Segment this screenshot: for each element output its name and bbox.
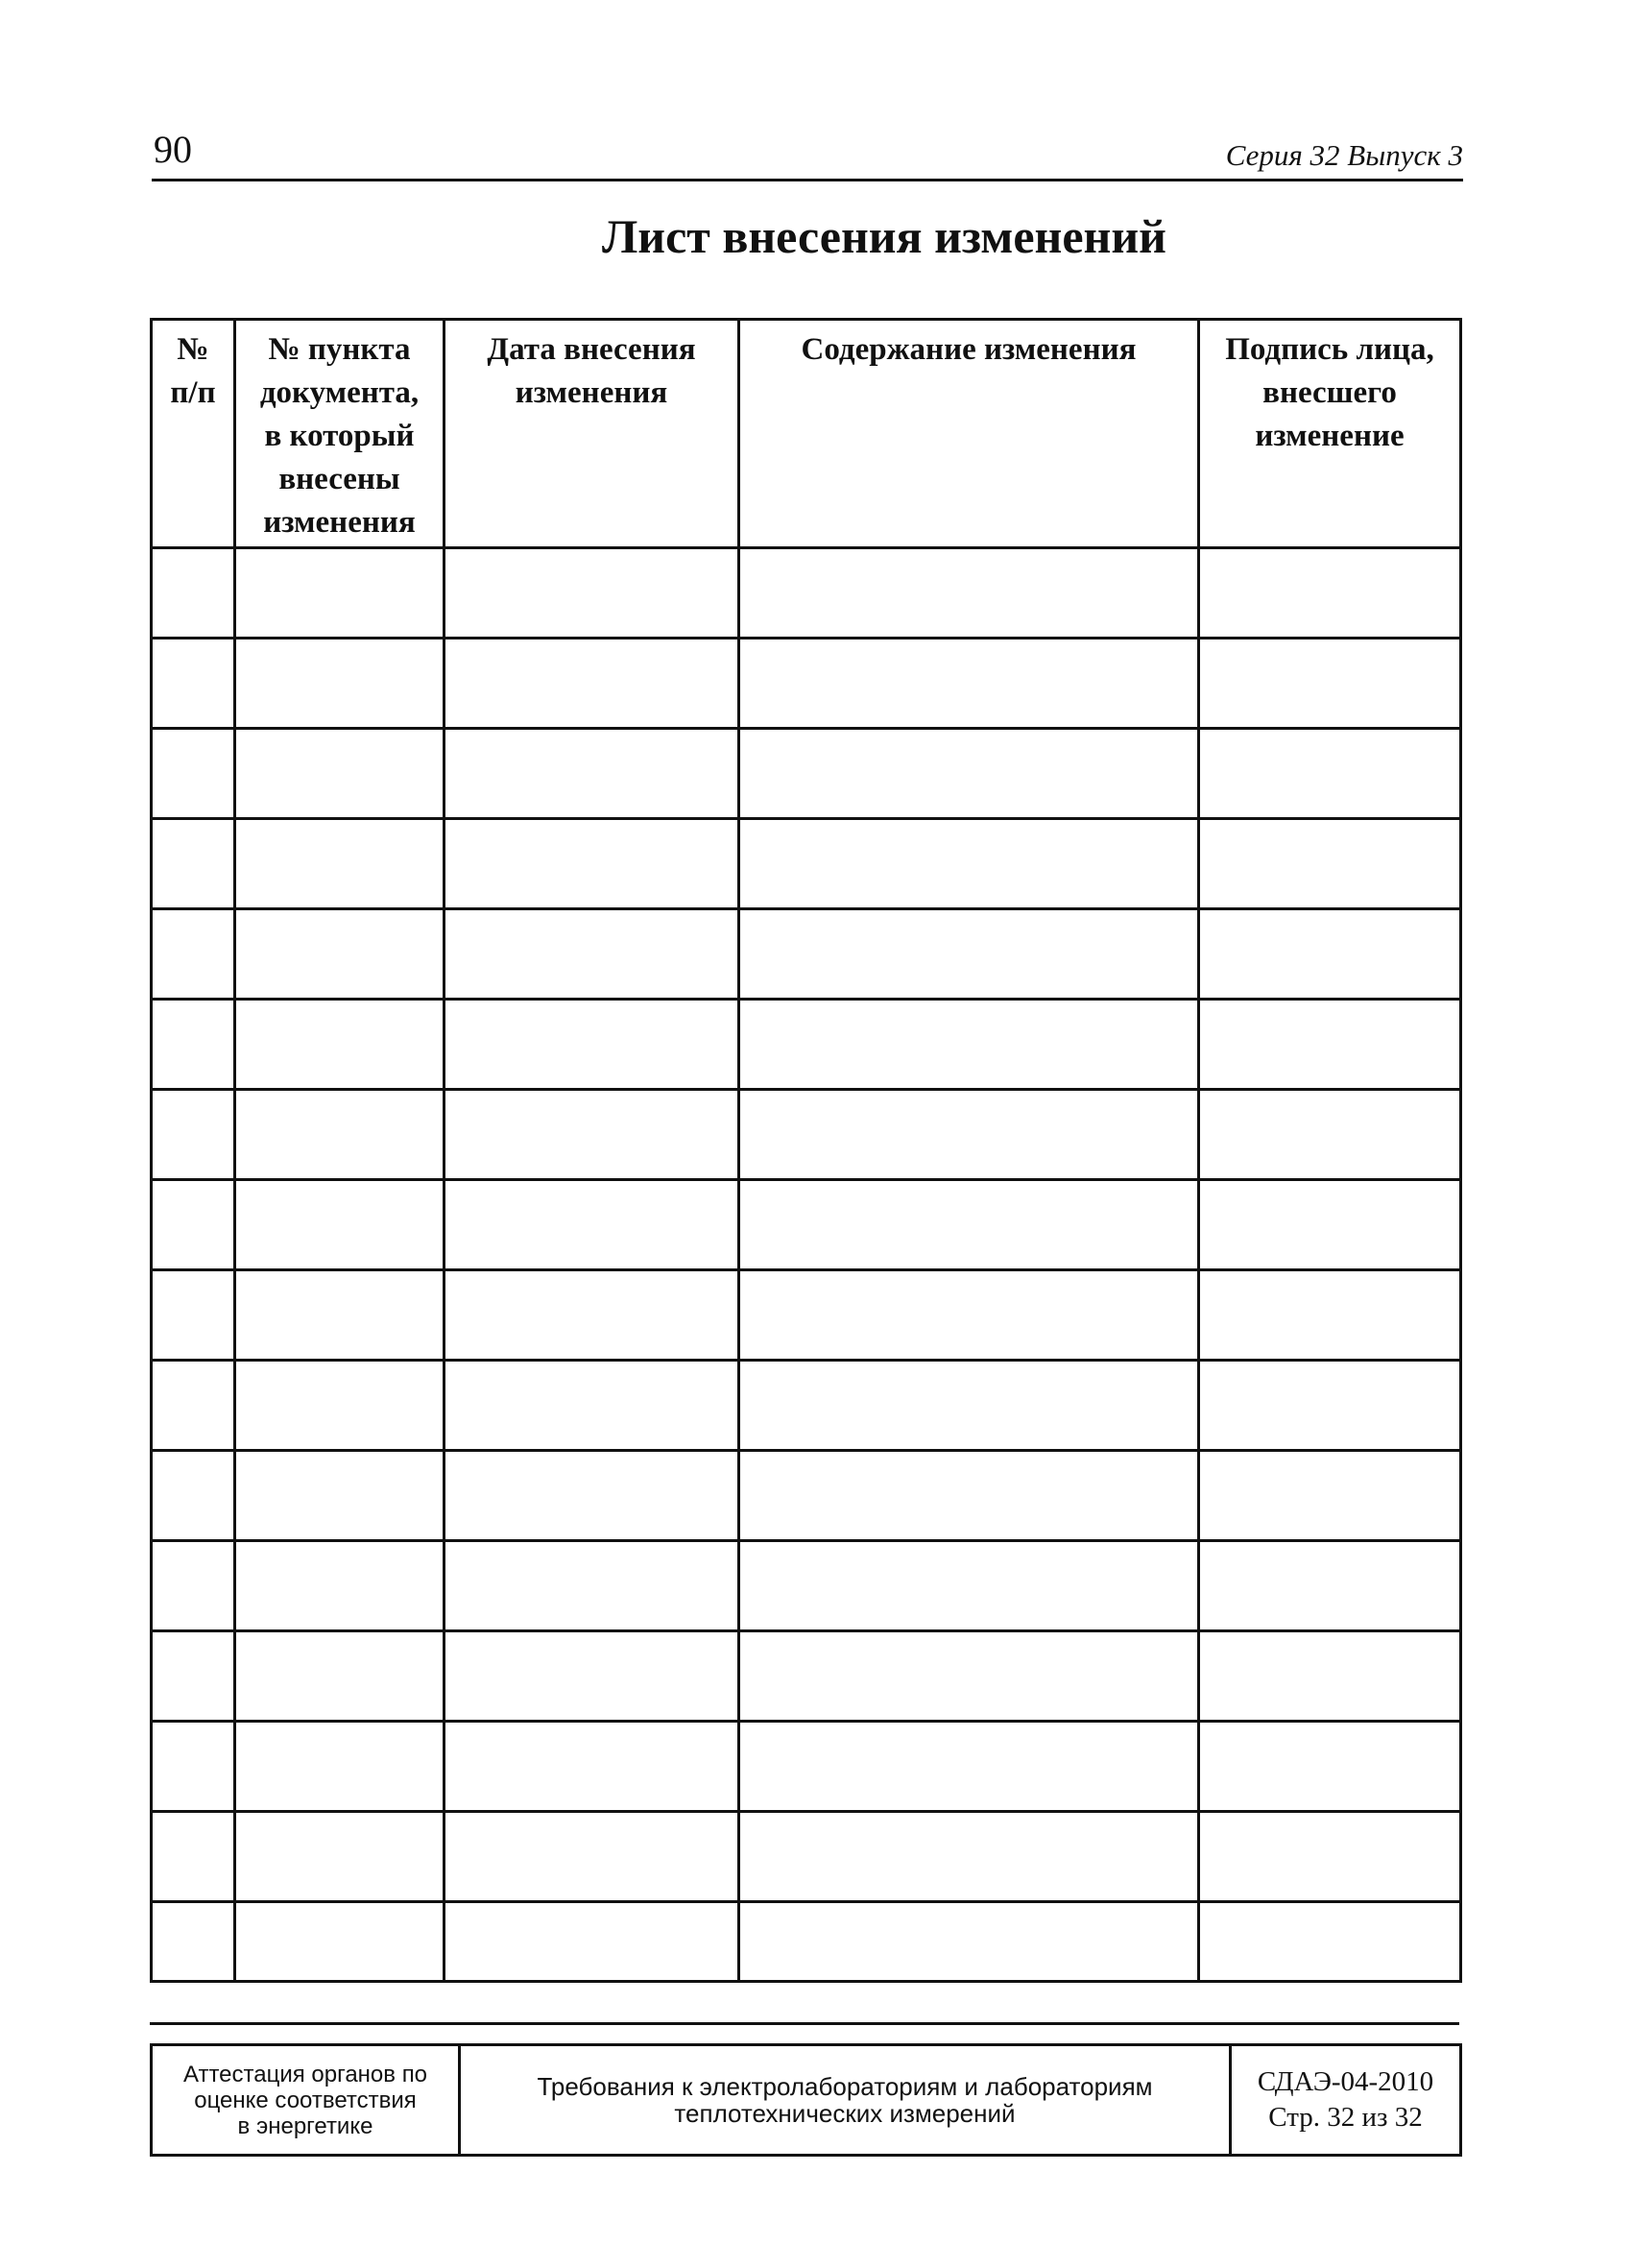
table-cell — [235, 1000, 445, 1090]
table-cell — [235, 1180, 445, 1270]
table-cell — [152, 1722, 235, 1812]
table-cell — [739, 819, 1199, 909]
table-row — [152, 1361, 1461, 1451]
column-header-content: Содержание изменения — [739, 320, 1199, 548]
footer-page: Стр. 32 из 32 — [1268, 2102, 1423, 2133]
table-cell — [1199, 1541, 1461, 1631]
table-cell — [445, 1541, 739, 1631]
table-cell — [1199, 729, 1461, 819]
footer-organization: Аттестация органов по оценке соответствия в энергетике — [152, 2045, 460, 2156]
table-cell — [152, 1270, 235, 1361]
table-cell — [235, 639, 445, 729]
table-cell — [1199, 909, 1461, 1000]
table-cell — [235, 909, 445, 1000]
table-cell — [1199, 1270, 1461, 1361]
table-cell — [445, 819, 739, 909]
table-row — [152, 548, 1461, 639]
table-cell — [152, 1541, 235, 1631]
page-number: 90 — [154, 128, 192, 171]
table-cell — [152, 1902, 235, 1982]
table-row — [152, 1631, 1461, 1722]
series-label: Серия 32 Выпуск 3 — [1225, 138, 1463, 172]
table-cell — [235, 1270, 445, 1361]
change-log-table — [150, 318, 1462, 1983]
table-cell — [739, 1541, 1199, 1631]
table-cell — [739, 729, 1199, 819]
table-cell — [739, 1270, 1199, 1361]
footer-rule — [150, 2022, 1459, 2025]
table-cell — [152, 1090, 235, 1180]
column-header-signature: Подпись лица, внесшего изменение — [1199, 320, 1461, 548]
table-cell — [445, 729, 739, 819]
table-row — [152, 1000, 1461, 1090]
table-cell — [1199, 1902, 1461, 1982]
table-cell — [1199, 819, 1461, 909]
footer-block — [150, 2043, 1462, 2157]
table-cell — [445, 1270, 739, 1361]
table-row — [152, 729, 1461, 819]
table-cell — [1199, 1180, 1461, 1270]
table-cell — [445, 1722, 739, 1812]
table-cell — [445, 1180, 739, 1270]
table-cell — [1199, 1812, 1461, 1902]
column-header-date: Дата внесения изменения — [445, 320, 739, 548]
table-row — [152, 639, 1461, 729]
table-row — [152, 1180, 1461, 1270]
table-cell — [445, 548, 739, 639]
table-cell — [1199, 1090, 1461, 1180]
table-cell — [235, 1631, 445, 1722]
table-row — [152, 1270, 1461, 1361]
table-cell — [152, 548, 235, 639]
table-cell — [739, 1361, 1199, 1451]
table-cell — [1199, 548, 1461, 639]
table-cell — [739, 639, 1199, 729]
table-row — [152, 1090, 1461, 1180]
table-cell — [235, 819, 445, 909]
table-cell — [1199, 1361, 1461, 1451]
table-cell — [152, 819, 235, 909]
table-cell — [152, 909, 235, 1000]
table-cell — [235, 1451, 445, 1541]
table-header-row — [152, 320, 1461, 548]
footer-code: СДАЭ-04-2010 — [1257, 2066, 1434, 2097]
table-cell — [739, 1451, 1199, 1541]
table-row — [152, 1722, 1461, 1812]
table-row — [152, 1902, 1461, 1982]
table-cell — [1199, 639, 1461, 729]
table-cell — [739, 1902, 1199, 1982]
table-cell — [235, 1090, 445, 1180]
table-cell — [445, 1812, 739, 1902]
table-row — [152, 1812, 1461, 1902]
table-cell — [1199, 1631, 1461, 1722]
table-cell — [445, 1902, 739, 1982]
table-cell — [739, 1090, 1199, 1180]
table-cell — [152, 1451, 235, 1541]
column-header-number: № п/п — [152, 320, 235, 548]
table-row — [152, 1541, 1461, 1631]
table-cell — [152, 1000, 235, 1090]
table-cell — [152, 1180, 235, 1270]
table-cell — [152, 729, 235, 819]
table-cell — [739, 1722, 1199, 1812]
table-cell — [235, 729, 445, 819]
table-cell — [445, 1000, 739, 1090]
table-cell — [152, 639, 235, 729]
footer-document-title: Требования к электролабораториям и лабораториям теплотехнических измерений — [460, 2045, 1231, 2156]
column-header-clause: № пункта документа, в который внесены изменения — [235, 320, 445, 548]
table-cell — [445, 1361, 739, 1451]
table-cell — [152, 1361, 235, 1451]
table-row — [152, 1451, 1461, 1541]
table-cell — [739, 1631, 1199, 1722]
table-cell — [152, 1631, 235, 1722]
table-cell — [235, 548, 445, 639]
table-cell — [1199, 1451, 1461, 1541]
table-cell — [1199, 1000, 1461, 1090]
table-cell — [445, 639, 739, 729]
table-cell — [235, 1722, 445, 1812]
page-title: Лист внесения изменений — [602, 209, 1166, 263]
table-cell — [445, 1090, 739, 1180]
table-row — [152, 909, 1461, 1000]
table-cell — [1199, 1722, 1461, 1812]
table-row — [152, 819, 1461, 909]
table-cell — [235, 1361, 445, 1451]
table-cell — [739, 548, 1199, 639]
table-cell — [739, 1812, 1199, 1902]
table-cell — [739, 1180, 1199, 1270]
table-cell — [739, 909, 1199, 1000]
table-cell — [152, 1812, 235, 1902]
table-cell — [235, 1812, 445, 1902]
header-rule — [152, 179, 1463, 181]
table-cell — [235, 1902, 445, 1982]
table-cell — [445, 1631, 739, 1722]
table-cell — [445, 909, 739, 1000]
footer-document-code — [1231, 2045, 1461, 2156]
table-cell — [235, 1541, 445, 1631]
table-cell — [739, 1000, 1199, 1090]
table-cell — [445, 1451, 739, 1541]
